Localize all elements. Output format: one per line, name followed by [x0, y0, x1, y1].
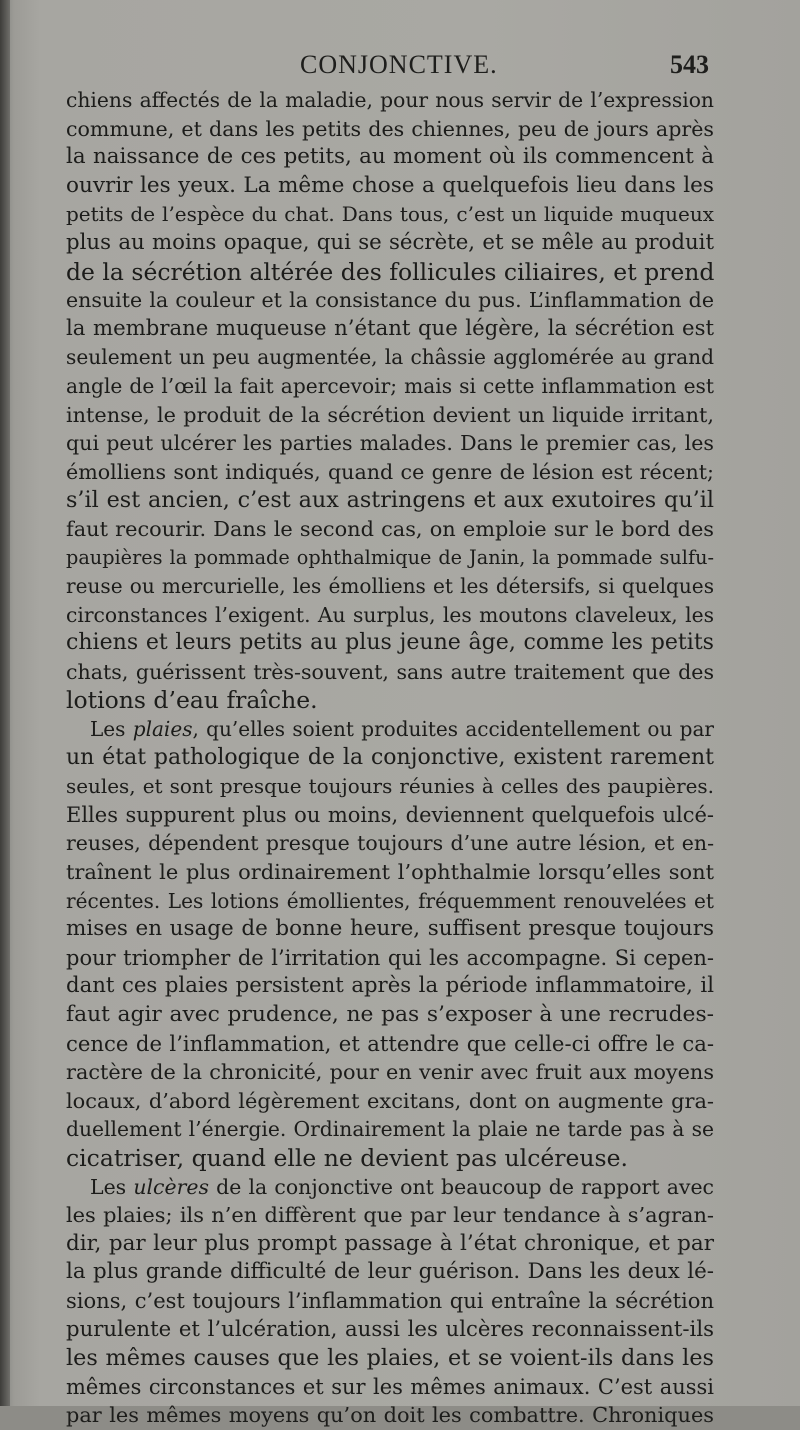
text-line: locaux, d’abord légèrement excitans, dont on augmente gra-: [66, 1088, 714, 1113]
page-header: [0, 50, 800, 86]
body-text: [66, 86, 714, 1430]
text-line: mêmes circonstances et sur les mêmes animaux. C’est aussi: [66, 1374, 714, 1399]
text-line: la naissance de ces petits, au moment où ils commencent à: [66, 144, 714, 170]
text-line: s’il est ancien, c’est aux astringens et aux exutoires qu’il: [66, 487, 714, 514]
text-line: seules, et sont presque toujours réunies à celles des paupières.: [66, 774, 714, 799]
text-line: plus au moins opaque, qui se sécrète, et se mêle au produit: [66, 229, 714, 255]
text-line: faut recourir. Dans le second cas, on emploie sur le bord des: [66, 516, 714, 541]
text-line: qui peut ulcérer les parties malades. Dans le premier cas, les: [66, 431, 714, 456]
text-line: cence de l’inflammation, et attendre que celle-ci offre le ca-: [66, 1030, 714, 1056]
text-line: par les mêmes moyens qu’on doit les combattre. Chroniques: [66, 1403, 714, 1428]
text-line: commune, et dans les petits des chiennes, peu de jours après: [66, 116, 714, 141]
running-title: CONJONCTIVE.: [300, 50, 498, 79]
text-line: ractère de la chronicité, pour en venir avec fruit aux moyens: [66, 1060, 714, 1085]
text-line: sions, c’est toujours l’inflammation qui entraîne la sécrétion: [66, 1287, 714, 1313]
text-line: angle de l’œil la fait apercevoir; mais si cette inflammation est: [66, 373, 714, 398]
text-line: purulente et l’ulcération, aussi les ulcères reconnaissent-ils: [66, 1316, 714, 1342]
text-line: petits de l’espèce du chat. Dans tous, c’est un liquide muqueux: [66, 202, 714, 227]
text-line: duellement l’énergie. Ordinairement la plaie ne tarde pas à se: [66, 1117, 714, 1142]
text-line: émolliens sont indiqués, quand ce genre de lésion est récent;: [66, 459, 714, 484]
text-line: dir, par leur plus prompt passage à l’état chronique, et par: [66, 1230, 714, 1256]
text-line: intense, le produit de la sécrétion devient un liquide irritant,: [66, 402, 714, 427]
page-number: 543: [670, 50, 709, 79]
text-line: la plus grande difficulté de leur guérison. Dans les deux lé-: [66, 1259, 714, 1285]
text-line: chiens affectés de la maladie, pour nous servir de l’expression: [66, 88, 714, 112]
text-line: reuse ou mercurielle, les émolliens et les détersifs, si quelques: [66, 574, 714, 599]
text-line: ouvrir les yeux. La même chose a quelquefois lieu dans les: [66, 172, 714, 198]
text-line: traînent le plus ordinairement l’ophthalmie lorsqu’elles sont: [66, 860, 714, 885]
text-line: lotions d’eau fraîche.: [66, 686, 318, 715]
text-line: pour triompher de l’irritation qui les accompagne. Si cepen-: [66, 944, 714, 970]
text-line: la membrane muqueuse n’étant que légère, la sécrétion est: [66, 315, 714, 341]
text-line: de la sécrétion altérée des follicules ciliaires, et prend: [66, 257, 715, 286]
text-line: Les ulcères de la conjonctive ont beaucoup de rapport avec: [90, 1174, 715, 1199]
text-line: paupières la pommade ophthalmique de Janin, la pommade sulfu-: [66, 545, 714, 569]
text-line: mises en usage de bonne heure, suffisent presque toujours: [66, 916, 714, 942]
text-line: dant ces plaies persistent après la période inflammatoire, il: [66, 973, 714, 999]
text-line: ensuite la couleur et la consistance du pus. L’inflammation de: [66, 288, 714, 313]
text-line: chiens et leurs petits au plus jeune âge, comme les petits: [66, 630, 714, 656]
book-gutter: [0, 0, 10, 1406]
text-line: seulement un peu augmentée, la châssie agglomérée au grand: [66, 345, 714, 370]
text-line: les plaies; ils n’en diffèrent que par leur tendance à s’agran-: [66, 1203, 714, 1228]
text-line: les mêmes causes que les plaies, et se voient-ils dans les: [66, 1345, 714, 1372]
text-line: Elles suppurent plus ou moins, deviennent quelquefois ulcé-: [66, 801, 714, 827]
text-line: faut agir avec prudence, ne pas s’exposer à une recrudes-: [66, 1002, 714, 1027]
text-line: chats, guérissent très-souvent, sans autre traitement que des: [66, 659, 714, 684]
text-line: reuses, dépendent presque toujours d’une autre lésion, et en-: [66, 831, 714, 856]
text-line: récentes. Les lotions émollientes, fréquemment renouvelées et: [66, 888, 714, 913]
text-line: un état pathologique de la conjonctive, existent rarement: [66, 744, 714, 770]
text-line: cicatriser, quand elle ne devient pas ulcéreuse.: [66, 1143, 628, 1172]
text-line: Les plaies, qu’elles soient produites accidentellement ou par: [90, 717, 715, 742]
text-line: circonstances l’exigent. Au surplus, les moutons claveleux, les: [66, 602, 714, 627]
